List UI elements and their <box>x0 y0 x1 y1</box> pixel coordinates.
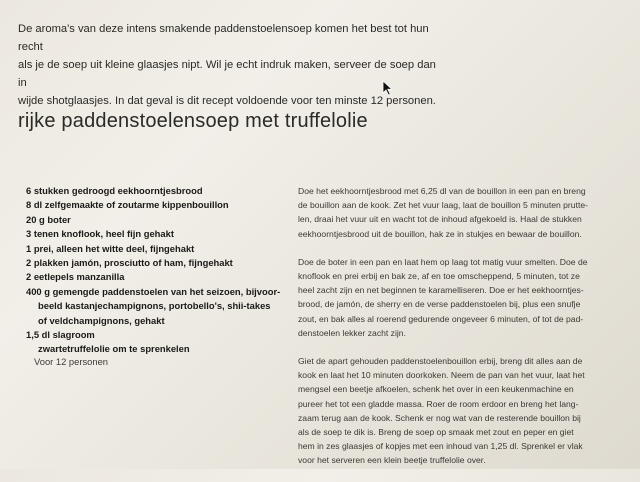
method-line: pureer het tot een gladde massa. Roer de room erdoor en breng het lang- <box>298 398 579 409</box>
ingredient-item <box>26 198 288 212</box>
method-line: kook en laat het 10 minuten doorkoken. Neem de pan van het vuur, laat het <box>298 370 585 381</box>
intro-line: De aroma's van deze intens smakende paddenstoelensoep komen het best tot hun recht <box>18 23 429 53</box>
intro-line: wijde shotglaasjes. In dat geval is dit recept voldoende voor ten minste 12 personen. <box>18 95 436 107</box>
method-line: heel zacht zijn en net beginnen te karamelliseren. Doe er het eekhoorntjes- <box>298 285 584 296</box>
method-line: knoflook en prei erbij en bak ze, af en toe omscheppend, 5 minuten, tot ze <box>298 271 580 282</box>
method-line: Doe de boter in een pan en laat hem op laag tot matig vuur smelten. Doe de <box>298 256 588 267</box>
method-line: eekhoorntjesbrood uit de bouillon, hak ze in stukjes en bewaar de bouillon. <box>298 228 582 239</box>
ingredient-item <box>26 270 288 284</box>
ingredient-item <box>26 213 288 227</box>
method-line: mengsel een beetje afkoelen, schenk het over in een keukenmachine en <box>298 384 574 395</box>
intro-line: als je de soep uit kleine glaasjes nipt. Wil je echt indruk maken, serveer de soep dan in <box>18 59 436 89</box>
ingredient-item <box>26 342 288 356</box>
method-line: Giet de apart gehouden paddenstoelenbouillon erbij, breng dit alles aan de <box>298 356 583 367</box>
method-line: als de soep te dik is. Breng de soep op smaak met zout en peper en giet <box>298 427 574 438</box>
method-line: brood, de jamón, de sherry en de verse paddenstoelen bij, plus een snufje <box>298 299 581 310</box>
ingredient-item <box>26 328 288 342</box>
ingredient-text: 3 tenen knoflook, heel fijn gehakt <box>26 228 174 240</box>
ingredients-list <box>26 184 288 357</box>
ingredient-text: 2 eetlepels manzanilla <box>26 271 125 283</box>
method-line: de bouillon aan de kook. Zet het vuur laag, laat de bouillon 5 minuten prutte- <box>298 200 588 211</box>
method-line: hem in zes glaasjes of kopjes met een inhoud van 1,25 dl. Sprenkel er vlak <box>298 441 583 452</box>
ingredient-item-continued <box>26 314 288 328</box>
ingredient-item-continued <box>26 299 288 313</box>
ingredient-item <box>26 285 288 299</box>
servings-note: Voor 12 personen <box>34 356 109 367</box>
intro-text <box>18 20 438 110</box>
ingredient-item <box>26 256 288 270</box>
method-line: zout, en bak alles al roerend gedurende ongeveer 6 minuten, of tot de pad- <box>298 313 584 324</box>
ingredient-text: 400 g gemengde paddenstoelen van het seizoen, bijvoor- <box>26 285 281 297</box>
method-paragraph <box>298 255 620 340</box>
method-line: len, draai het vuur uit en wacht tot de inhoud afgekoeld is. Haal de stukken <box>298 214 582 225</box>
ingredient-item <box>26 227 288 241</box>
ingredient-item <box>26 242 288 256</box>
method-line: voor het serveren een klein beetje truffelolie over. <box>298 455 486 466</box>
mouse-pointer-icon <box>382 80 394 96</box>
ingredient-item <box>26 184 288 198</box>
ingredient-text: 8 dl zelfgemaakte of zoutarme kippenbouillon <box>26 199 229 211</box>
recipe-title: rijke paddenstoelensoep met truffelolie <box>18 110 368 132</box>
ingredient-text: 1 prei, alleen het witte deel, fijngehakt <box>26 242 195 254</box>
method-line: Doe het eekhoorntjesbrood met 6,25 dl van de bouillon in een pan en breng <box>298 186 586 196</box>
method-steps <box>298 184 620 482</box>
ingredient-text: of veldchampignons, gehakt <box>38 314 165 326</box>
method-paragraph <box>298 354 620 468</box>
ingredient-text: 2 plakken jamón, prosciutto of ham, fijngehakt <box>26 257 233 269</box>
ingredient-text: 1,5 dl slagroom <box>26 329 95 341</box>
method-line: zaam terug aan de kook. Schenk er nog wat van de resterende bouillon bij <box>298 412 581 423</box>
ingredient-text: 20 g boter <box>26 213 71 225</box>
ingredient-text: 6 stukken gedroogd eekhoorntjesbrood <box>26 185 203 196</box>
method-line: denstoelen lekker zacht zijn. <box>298 327 406 338</box>
ingredient-text: beeld kastanjechampignons, portobello's, shii-takes <box>38 300 271 312</box>
ingredient-text: zwartetruffelolie om te sprenkelen <box>38 343 190 355</box>
method-paragraph <box>298 184 620 241</box>
